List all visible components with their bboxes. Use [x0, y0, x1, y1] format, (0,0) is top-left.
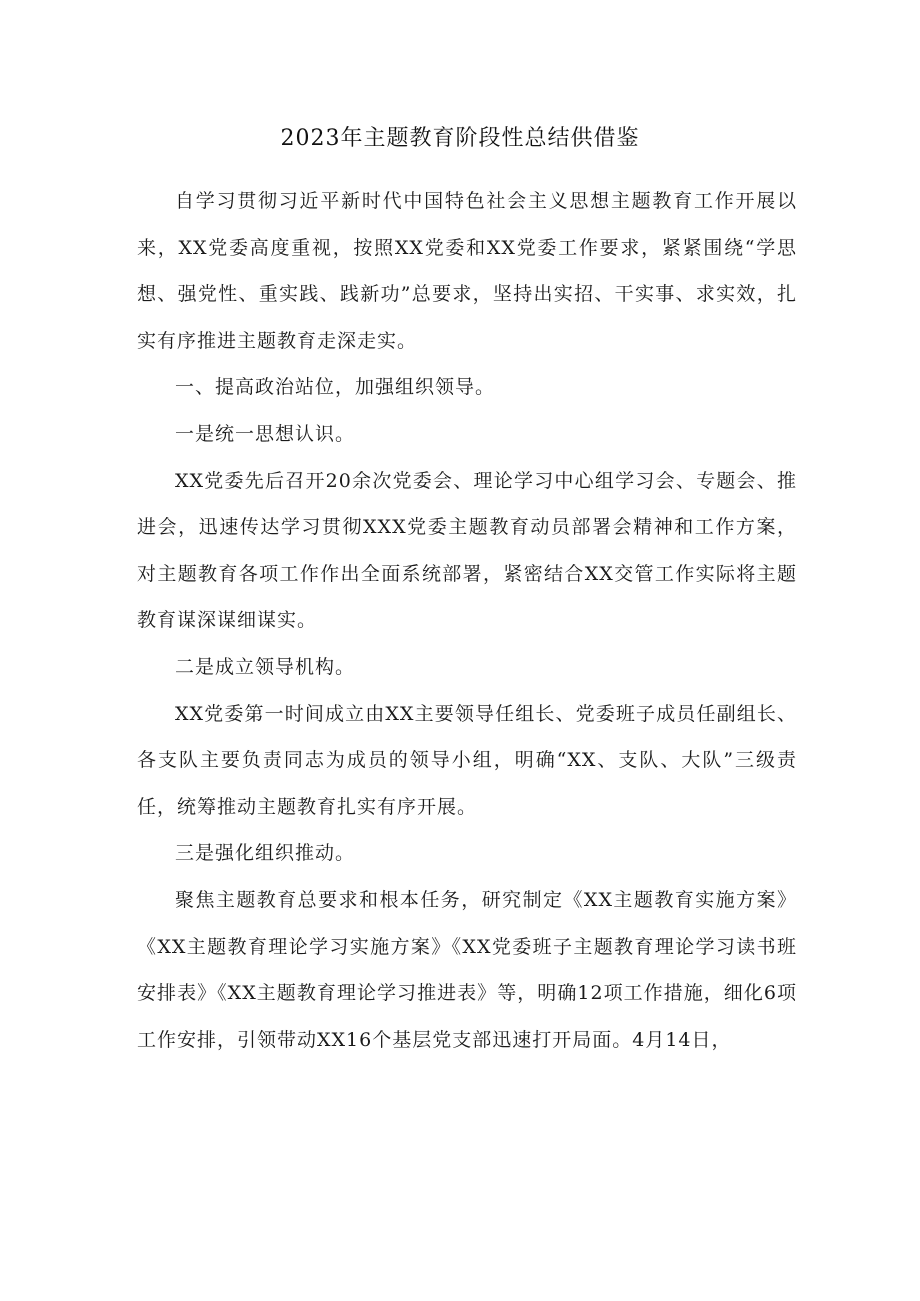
document-title: 2023年主题教育阶段性总结供借鉴: [280, 126, 640, 151]
intro-paragraph: 自学习贯彻习近平新时代中国特色社会主义思想主题教育工作开展以来，XX党委高度重视，按照XX党委和XX党委工作要求，紧紧围绕“学思想、强党性、重实践、践新功”总要求，坚持出实招、干实事、求实效，扎实有序推进主题教育走深走实。: [137, 190, 797, 352]
subheading-organization: 三是强化组织推动。: [175, 842, 356, 865]
paragraph-leading-group: XX党委第一时间成立由XX主要领导任组长、党委班子成员任副组长、各支队主要负责同志为成员的领导小组，明确“XX、支队、大队”三级责任，统筹推动主题教育扎实有序开展。: [137, 702, 797, 818]
section-heading-1: 一、提高政治站位，加强组织领导。: [175, 376, 496, 399]
subheading-leadership-body: 二是成立领导机构。: [175, 655, 356, 678]
paragraph-plans: 聚焦主题教育总要求和根本任务，研究制定《XX主题教育实施方案》《XX主题教育理论学习实施方案》《XX党委班子主题教育理论学习读书班安排表》《XX主题教育理论学习推进表》等，明确12项工作措施，细化6项工作安排，引领带动XX16个基层党支部迅速打开局面。4月14日，: [137, 888, 797, 1051]
paragraph-meetings: XX党委先后召开20余次党委会、理论学习中心组学习会、专题会、推进会，迅速传达学习贯彻XXX党委主题教育动员部署会精神和工作方案，对主题教育各项工作作出全面系统部署，紧密结合XX交管工作实际将主题教育谋深谋细谋实。: [137, 469, 797, 632]
subheading-unify-thinking: 一是统一思想认识。: [175, 422, 356, 445]
document-body: [137, 178, 797, 1063]
